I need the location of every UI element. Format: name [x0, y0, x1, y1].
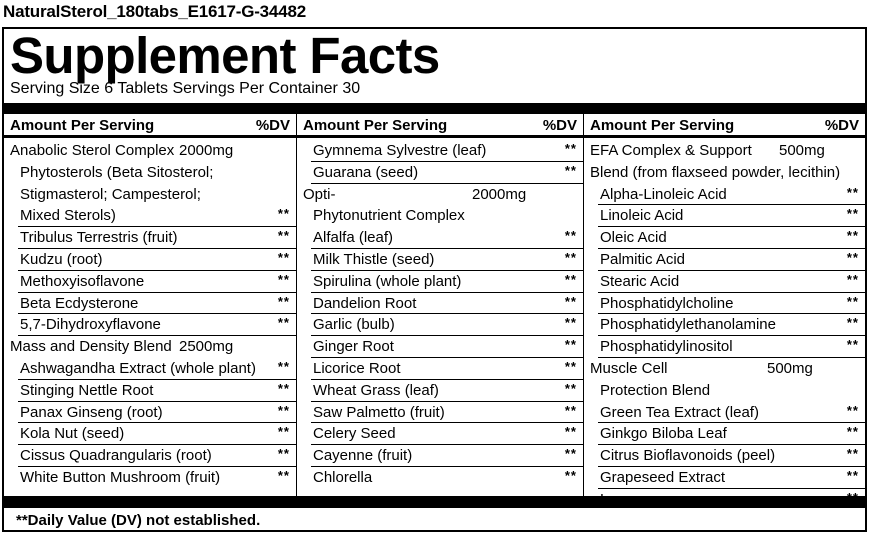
ingredient-row	[18, 314, 296, 336]
ingredient-name: Palmitic Acid	[600, 250, 686, 268]
ingredient-row	[311, 205, 583, 227]
ingredient-dv: **	[564, 380, 577, 396]
dv-label: %DV	[542, 117, 577, 134]
ingredient-name: Protection Blend	[600, 381, 711, 399]
ingredient-dv: **	[564, 446, 577, 462]
ingredient-row	[311, 358, 583, 380]
ingredient-row	[598, 227, 865, 249]
blend-row	[584, 358, 865, 380]
ingredient-row	[598, 445, 865, 467]
ingredient-name: White Button Mushroom (fruit)	[20, 468, 221, 486]
ingredient-name: Kola Nut (seed)	[20, 425, 125, 443]
ingredient-dv: **	[846, 228, 859, 244]
ingredient-name: Licorice Root	[313, 359, 401, 377]
footnote: **Daily Value (DV) not established.	[16, 512, 261, 529]
blend-row	[584, 140, 865, 162]
blend-row	[4, 336, 296, 358]
column-2	[296, 114, 583, 496]
ingredient-name: 5,7-Dihydroxyflavone	[20, 316, 161, 334]
column-header	[584, 114, 865, 138]
ingredient-dv: **	[564, 424, 577, 440]
ingredient-row	[598, 336, 865, 358]
ingredient-name: Green Tea Extract (leaf)	[600, 403, 759, 421]
ingredient-dv: **	[277, 228, 290, 244]
column-3	[583, 114, 865, 496]
ingredient-row	[311, 314, 583, 336]
ingredient-dv: **	[277, 402, 290, 418]
panel-title: Supplement Facts	[10, 27, 440, 84]
ingredient-row	[311, 445, 583, 467]
ingredient-dv: **	[564, 467, 577, 483]
ingredient-row	[598, 184, 865, 206]
ingredient-row	[311, 380, 583, 402]
amount-per-serving-label: Amount Per Serving	[590, 117, 735, 134]
ingredient-row	[18, 184, 296, 206]
ingredient-row	[311, 227, 583, 249]
ingredient-name: Phosphatidylinositol	[600, 338, 733, 356]
file-name: NaturalSterol_180tabs_E1617-G-34482	[3, 2, 306, 21]
blend-row	[297, 184, 583, 206]
ingredient-name: Phosphatidylethanolamine	[600, 316, 776, 334]
ingredient-dv: **	[564, 402, 577, 418]
ingredient-list	[584, 140, 865, 511]
ingredient-name: Milk Thistle (seed)	[313, 250, 435, 268]
ingredient-dv: **	[277, 380, 290, 396]
ingredient-name: Guarana (seed)	[313, 163, 419, 181]
ingredient-dv: **	[277, 293, 290, 309]
ingredient-row	[18, 467, 296, 489]
ingredient-list	[4, 140, 296, 489]
ingredient-name: Tribulus Terrestris (fruit)	[20, 229, 178, 247]
ingredient-row	[18, 293, 296, 315]
ingredient-name: Stearic Acid	[600, 272, 680, 290]
ingredient-row	[18, 205, 296, 227]
ingredient-row	[311, 402, 583, 424]
ingredient-row	[18, 358, 296, 380]
ingredient-row	[311, 249, 583, 271]
ingredient-dv: **	[564, 249, 577, 265]
ingredient-row	[18, 162, 296, 184]
blend-row	[4, 140, 296, 162]
ingredient-row	[311, 467, 583, 489]
ingredient-name: Citrus Bioflavonoids (peel)	[600, 447, 776, 465]
ingredient-row	[311, 271, 583, 293]
ingredient-name: Stinging Nettle Root	[20, 381, 154, 399]
dv-label: %DV	[255, 117, 290, 134]
ingredient-dv: **	[564, 358, 577, 374]
ingredient-dv: **	[277, 358, 290, 374]
ingredient-row	[598, 380, 865, 402]
ingredient-row	[18, 271, 296, 293]
ingredient-name: Ashwagandha Extract (whole plant)	[20, 359, 256, 377]
ingredient-dv: **	[846, 446, 859, 462]
ingredient-row	[311, 140, 583, 162]
ingredient-list	[297, 140, 583, 489]
ingredient-row	[18, 402, 296, 424]
ingredient-row	[598, 402, 865, 424]
ingredient-dv: **	[277, 467, 290, 483]
ingredient-name: Panax Ginseng (root)	[20, 403, 163, 421]
ingredient-row	[18, 227, 296, 249]
ingredient-name: Methoxyisoflavone	[20, 272, 145, 290]
ingredient-name: Spirulina (whole plant)	[313, 272, 462, 290]
ingredient-dv: **	[846, 402, 859, 418]
serving-info: Serving Size 6 Tablets Servings Per Container 30	[10, 80, 361, 97]
ingredient-name: Cissus Quadrangularis (root)	[20, 447, 212, 465]
ingredient-dv: **	[277, 424, 290, 440]
ingredient-dv: **	[564, 141, 577, 156]
blend-row	[584, 162, 865, 184]
ingredient-name: Ginkgo Biloba Leaf	[600, 425, 727, 443]
ingredient-dv: **	[277, 206, 290, 222]
ingredient-name: Gymnema Sylvestre (leaf)	[313, 142, 487, 159]
ingredient-dv: **	[564, 228, 577, 244]
ingredient-row	[311, 162, 583, 184]
top-divider-bar	[4, 103, 865, 114]
ingredient-row	[18, 380, 296, 402]
bottom-divider-bar	[4, 496, 865, 508]
ingredient-row	[18, 445, 296, 467]
blend-name: EFA Complex & Support	[590, 142, 752, 159]
ingredient-dv: **	[277, 249, 290, 265]
ingredient-row	[598, 423, 865, 445]
ingredient-row	[311, 293, 583, 315]
blend-amount: 2500mg	[179, 338, 234, 356]
dv-label: %DV	[824, 117, 859, 134]
ingredient-dv: **	[846, 467, 859, 483]
ingredient-row	[311, 336, 583, 358]
ingredient-name: Alfalfa (leaf)	[313, 229, 394, 247]
blend-amount: 500mg	[779, 142, 825, 159]
ingredient-row	[598, 249, 865, 271]
ingredient-name: Dandelion Root	[313, 294, 417, 312]
ingredient-row	[598, 293, 865, 315]
ingredient-name: Oleic Acid	[600, 229, 667, 247]
ingredient-dv: **	[846, 424, 859, 440]
ingredient-dv: **	[846, 315, 859, 331]
amount-per-serving-label: Amount Per Serving	[303, 117, 448, 134]
column-header	[297, 114, 583, 138]
ingredient-dv: **	[846, 206, 859, 222]
ingredient-dv: **	[564, 337, 577, 353]
column-1	[4, 114, 296, 496]
supplement-facts-panel	[2, 27, 867, 532]
ingredient-name: Phytosterols (Beta Sitosterol;	[20, 163, 214, 181]
ingredient-name: Mixed Sterols)	[20, 207, 116, 225]
ingredient-name: Cayenne (fruit)	[313, 447, 413, 465]
ingredient-row	[598, 467, 865, 489]
ingredient-dv: **	[846, 184, 859, 200]
ingredient-dv: **	[846, 271, 859, 287]
ingredient-name: Phosphatidylcholine	[600, 294, 734, 312]
blend-amount: 2000mg	[472, 185, 527, 203]
ingredient-name: Grapeseed Extract	[600, 468, 726, 486]
ingredient-row	[18, 423, 296, 445]
ingredient-dv: **	[277, 446, 290, 462]
ingredient-dv: **	[846, 249, 859, 265]
ingredient-name: Linoleic Acid	[600, 207, 684, 225]
ingredient-dv: **	[846, 337, 859, 353]
blend-name: Opti-	[303, 185, 336, 203]
ingredient-dv: **	[564, 293, 577, 309]
ingredient-name: Wheat Grass (leaf)	[313, 381, 439, 399]
ingredient-row	[598, 314, 865, 336]
amount-per-serving-label: Amount Per Serving	[10, 117, 155, 134]
ingredient-name: Saw Palmetto (fruit)	[313, 403, 445, 421]
ingredient-name: Celery Seed	[313, 425, 396, 443]
blend-amount: 500mg	[767, 359, 813, 377]
column-header	[4, 114, 296, 138]
ingredient-dv: **	[564, 271, 577, 287]
ingredient-name: Garlic (bulb)	[313, 316, 395, 334]
blend-amount: 2000mg	[179, 142, 234, 159]
ingredient-dv: **	[277, 271, 290, 287]
ingredient-name: Alpha-Linoleic Acid	[600, 185, 727, 203]
ingredient-dv: **	[846, 293, 859, 309]
ingredient-name: Ginger Root	[313, 338, 394, 356]
ingredient-name: Chlorella	[313, 468, 373, 486]
ingredient-dv: **	[277, 315, 290, 331]
ingredient-dv: **	[564, 315, 577, 331]
ingredient-row	[18, 249, 296, 271]
blend-name: Anabolic Sterol Complex	[10, 142, 175, 159]
ingredient-row	[598, 205, 865, 227]
blend-name: Muscle Cell	[590, 359, 668, 377]
ingredient-name: Phytonutrient Complex	[313, 207, 465, 225]
ingredient-name: Beta Ecdysterone	[20, 294, 139, 312]
ingredient-name: Stigmasterol; Campesterol;	[20, 185, 201, 203]
blend-name: Blend (from flaxseed powder, lecithin)	[590, 163, 841, 181]
ingredient-row	[598, 271, 865, 293]
blend-name: Mass and Density Blend	[10, 338, 172, 356]
ingredient-name: Kudzu (root)	[20, 250, 103, 268]
ingredient-row	[311, 423, 583, 445]
ingredient-dv: **	[564, 162, 577, 178]
